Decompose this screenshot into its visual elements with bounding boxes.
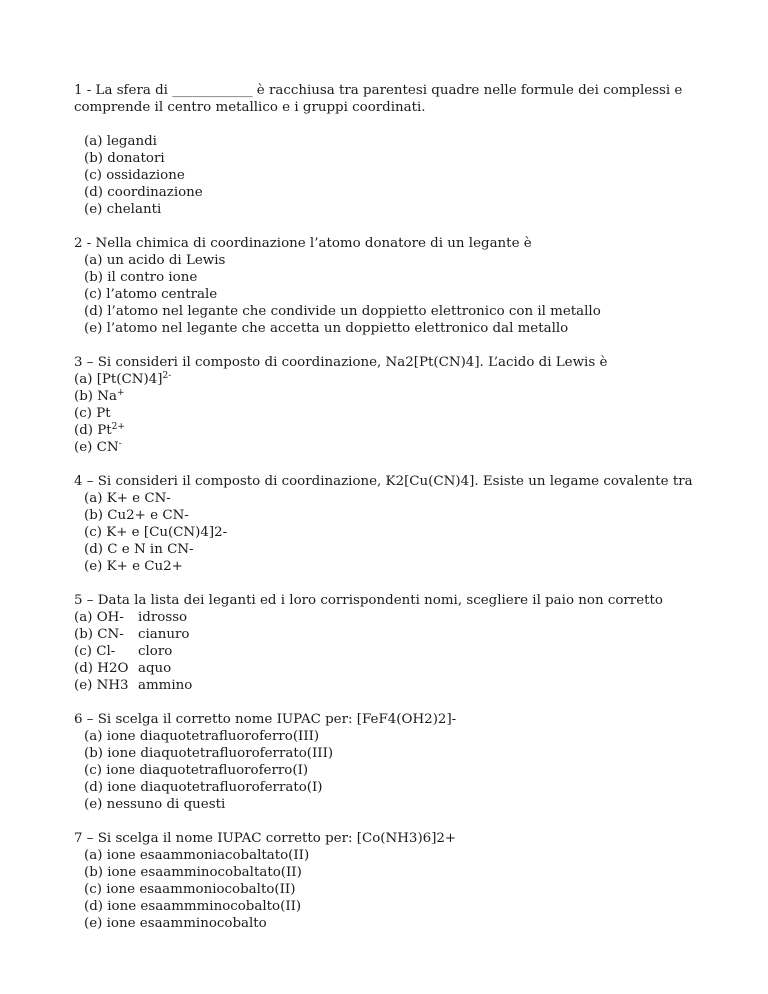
option-c: (c) ione esaammoniocobalto(II) bbox=[84, 882, 296, 897]
options-list bbox=[74, 133, 714, 218]
option-e: (e) nessuno di questi bbox=[84, 797, 226, 812]
option-a bbox=[74, 371, 714, 388]
charge-superscript: 2+ bbox=[111, 422, 125, 432]
option-d: (d) ione esaammminocobalto(II) bbox=[84, 899, 302, 914]
ligand-formula: (d) H2O bbox=[74, 661, 129, 676]
option-c bbox=[74, 405, 714, 422]
question-text: 7 – Si scelga il nome IUPAC corretto per: [Co(NH3)6]2+ bbox=[74, 831, 457, 846]
option-a: (a) un acido di Lewis bbox=[84, 253, 226, 268]
option-c: (c) l’atomo centrale bbox=[84, 287, 218, 302]
question-3 bbox=[74, 354, 714, 456]
option-e: (e) ione esaamminocobalto bbox=[84, 916, 267, 931]
options-list bbox=[74, 847, 714, 932]
question-text: 5 – Data la lista dei leganti ed i loro corrispondenti nomi, scegliere il paio non corretto bbox=[74, 593, 663, 608]
ligand-formula: (b) CN- bbox=[74, 627, 124, 642]
option-c: (c) K+ e [Cu(CN)4]2- bbox=[84, 525, 228, 540]
charge-superscript: + bbox=[116, 388, 125, 398]
option-d bbox=[74, 422, 714, 439]
option-d: (d) C e N in CN- bbox=[84, 542, 194, 557]
pair-d bbox=[74, 660, 714, 677]
charge-superscript: - bbox=[118, 439, 122, 449]
option-text: (e) CN bbox=[74, 440, 119, 455]
question-text: 1 - La sfera di ____________ è racchiusa tra parentesi quadre nelle formule dei complessi e comprende il centro metallico e i gruppi coordinati. bbox=[74, 83, 687, 115]
option-e: (e) chelanti bbox=[84, 202, 162, 217]
ligand-name: ammino bbox=[138, 678, 193, 693]
option-text: (b) Na bbox=[74, 389, 117, 404]
ligand-name: cianuro bbox=[138, 627, 190, 642]
option-e: (e) l’atomo nel legante che accetta un doppietto elettronico dal metallo bbox=[84, 321, 569, 336]
option-c: (c) ione diaquotetrafluoroferro(I) bbox=[84, 763, 309, 778]
option-d: (d) coordinazione bbox=[84, 185, 203, 200]
quiz-document bbox=[74, 82, 714, 949]
ligand-name-pairs bbox=[74, 609, 714, 694]
question-2 bbox=[74, 235, 714, 337]
ligand-formula: (e) NH3 bbox=[74, 678, 129, 693]
option-a: (a) K+ e CN- bbox=[84, 491, 171, 506]
question-5 bbox=[74, 592, 714, 694]
option-d: (d) ione diaquotetrafluoroferrato(I) bbox=[84, 780, 323, 795]
option-d: (d) l’atomo nel legante che condivide un doppietto elettronico con il metallo bbox=[84, 304, 601, 319]
option-c: (c) ossidazione bbox=[84, 168, 185, 183]
options-list bbox=[74, 728, 714, 813]
pair-c bbox=[74, 643, 714, 660]
question-6 bbox=[74, 711, 714, 813]
option-b: (b) ione diaquotetrafluoroferrato(III) bbox=[84, 746, 334, 761]
question-text: 4 – Si consideri il composto di coordinazione, K2[Cu(CN)4]. Esiste un legame covalente tra bbox=[74, 474, 693, 489]
pair-a bbox=[74, 609, 714, 626]
option-text: (c) Pt bbox=[74, 406, 111, 421]
ligand-name: aquo bbox=[138, 661, 172, 676]
pair-e bbox=[74, 677, 714, 694]
options-list bbox=[74, 490, 714, 575]
question-text: 2 - Nella chimica di coordinazione l’atomo donatore di un legante è bbox=[74, 236, 532, 251]
ligand-formula: (a) OH- bbox=[74, 610, 124, 625]
option-b: (b) Cu2+ e CN- bbox=[84, 508, 189, 523]
option-a: (a) ione esaammoniacobaltato(II) bbox=[84, 848, 310, 863]
options-list bbox=[74, 252, 714, 337]
option-text: (a) [Pt(CN)4] bbox=[74, 372, 163, 387]
option-b bbox=[74, 388, 714, 405]
option-a: (a) ione diaquotetrafluoroferro(III) bbox=[84, 729, 320, 744]
option-b: (b) il contro ione bbox=[84, 270, 198, 285]
pair-b bbox=[74, 626, 714, 643]
ligand-name: idrosso bbox=[138, 610, 188, 625]
question-text: 3 – Si consideri il composto di coordinazione, Na2[Pt(CN)4]. L’acido di Lewis è bbox=[74, 355, 608, 370]
ligand-name: cloro bbox=[138, 644, 173, 659]
charge-superscript: 2- bbox=[162, 371, 172, 381]
option-e bbox=[74, 439, 714, 456]
option-a: (a) legandi bbox=[84, 134, 157, 149]
option-e: (e) K+ e Cu2+ bbox=[84, 559, 183, 574]
question-text: 6 – Si scelga il corretto nome IUPAC per: [FeF4(OH2)2]- bbox=[74, 712, 457, 727]
options-list bbox=[74, 371, 714, 456]
option-b: (b) donatori bbox=[84, 151, 165, 166]
option-b: (b) ione esaamminocobaltato(II) bbox=[84, 865, 302, 880]
question-1 bbox=[74, 82, 714, 218]
ligand-formula: (c) Cl- bbox=[74, 644, 116, 659]
question-4 bbox=[74, 473, 714, 575]
option-text: (d) Pt bbox=[74, 423, 112, 438]
question-7 bbox=[74, 830, 714, 932]
